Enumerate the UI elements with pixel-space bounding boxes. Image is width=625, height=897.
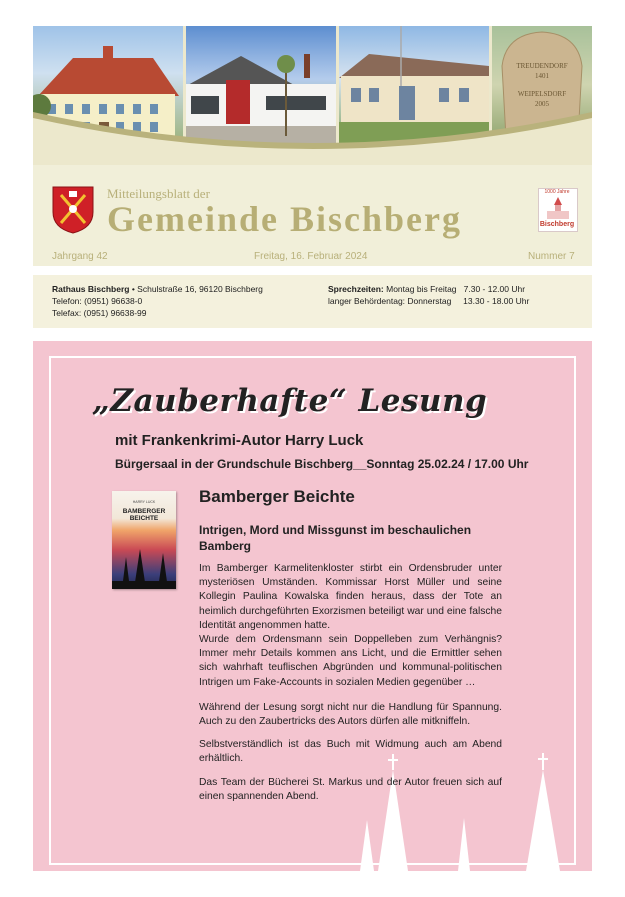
flyer-subtitle: mit Frankenkrimi-Autor Harry Luck [115,432,364,449]
flyer-paragraph: Selbstverständlich ist das Buch mit Widmung auch am Abend erhältlich. [199,739,502,765]
flyer-paragraph: Das Team der Bücherei St. Markus und der Autor freuen sich auf einen spannenden Abend. [199,776,502,802]
issue-number: Nummer 7 [528,251,575,262]
phone-number: Telefon: (0951) 96638-0 [52,296,143,306]
office-hours-label: Sprechzeiten: [328,284,384,294]
town-hall-name: Rathaus Bischberg [52,284,130,294]
coat-of-arms-icon [52,186,94,234]
fax-number: Telefax: (0951) 96638-99 [52,308,147,318]
long-day-label: langer Behördentag: Donnerstag [328,296,452,306]
svg-text:TREUDENDORF: TREUDENDORF [516,62,568,70]
header-photo-strip [33,26,592,165]
issue-date: Freitag, 16. Februar 2024 [254,251,368,262]
svg-text:2005: 2005 [535,100,549,108]
flyer-title: „Zauberhafte“ Lesung [92,383,488,419]
book-tagline: Intrigen, Mord und Missgunst im beschaulichen Bamberg [199,523,472,553]
flyer-body-text [199,562,502,813]
flyer-paragraph: Wurde dem Ordensmann sein Doppelleben zum Verhängnis? Immer mehr Details kommen ans Licht, und die Ermittler sehen sich wahrhaft teuflischen Abgründen und kommunal-politischen Intrigen um Fake-Accounts in sozialen Medien gegenüber … [199,634,502,688]
jubilee-logo-caption: 1000 Jahre [544,189,570,195]
contact-address-block: Rathaus Bischberg • Schulstraße 16, 96120 Bischberg Telefon: (0951) 96638-0 Telefax: (0951) 96638-99 [52,284,263,318]
header-wave-divider [33,104,592,165]
book-heading: Bamberger Beichte [199,487,355,506]
svg-text:1401: 1401 [535,72,549,80]
flyer-paragraph: Im Bamberger Karmelitenkloster stirbt ein Ordensbruder unter mysteriösen Umständen. Kommissar Horst Müller und seine Kollegin Paulina Kowalska finden heraus, dass der Tote an heimlich durchgeführten Exorzismen beteiligt war und eine falsche Identität angenommen hatte. [199,563,502,631]
long-day-time: 13.30 - 18.00 Uhr [463,296,530,306]
masthead-title: Gemeinde Bischberg [107,199,462,239]
book-cover-title: BAMBERGER BEICHTE [122,508,166,522]
issue-volume: Jahrgang 42 [52,251,108,262]
flyer-paragraph: Während der Lesung sorgt nicht nur die Handlung für Spannung. Auch zu den Zaubertricks des Autors dürfen alle mitkniffeln. [199,701,502,728]
masthead-subtitle: Mitteilungsblatt der [107,186,210,201]
book-cover-author: HARRY LUCK [132,500,156,504]
jubilee-logo-name: Bischberg [539,221,575,228]
svg-text:WEIPELSDORF: WEIPELSDORF [517,90,567,98]
book-cover-image [112,491,176,589]
flyer-venue-date: Bürgersaal in der Grundschule Bischberg__Sonntag 25.02.24 / 17.00 Uhr [115,457,529,471]
town-hall-address: Schulstraße 16, 96120 Bischberg [137,284,263,294]
office-hours-block [328,283,529,307]
office-hours-days: Montag bis Freitag [386,284,457,294]
office-hours-time: 7.30 - 12.00 Uhr [463,284,526,294]
